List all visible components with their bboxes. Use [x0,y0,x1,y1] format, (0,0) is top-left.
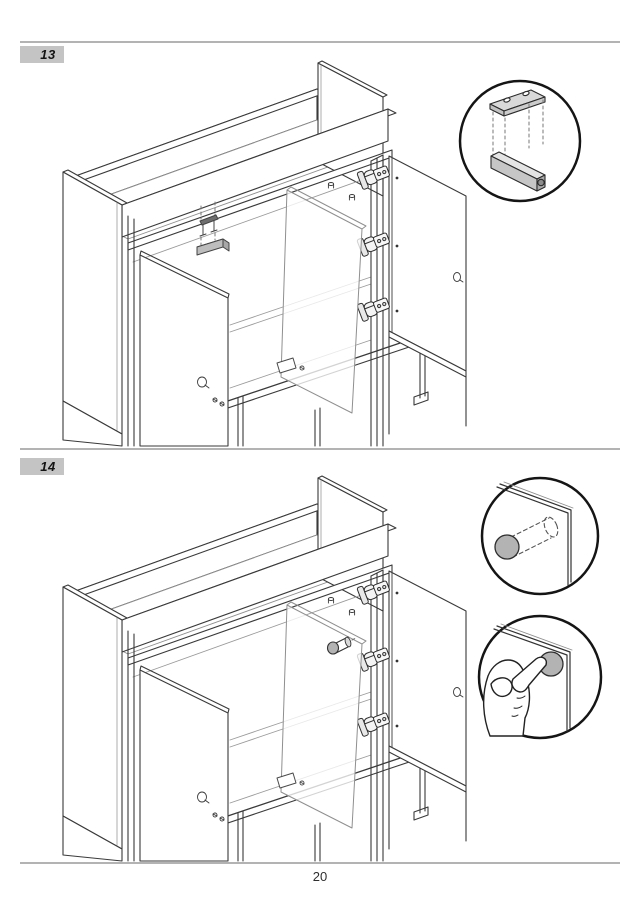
cover-cap-insert-icon [482,478,598,594]
hand-press-cap-icon [479,616,601,738]
step-14-number: 14 [40,459,56,474]
spacer-block-exploded-icon [460,81,580,201]
step-13-number: 13 [40,47,56,62]
step-13-illustration [63,61,580,446]
page-number: 20 [312,869,328,884]
step-14-illustration [63,476,601,861]
